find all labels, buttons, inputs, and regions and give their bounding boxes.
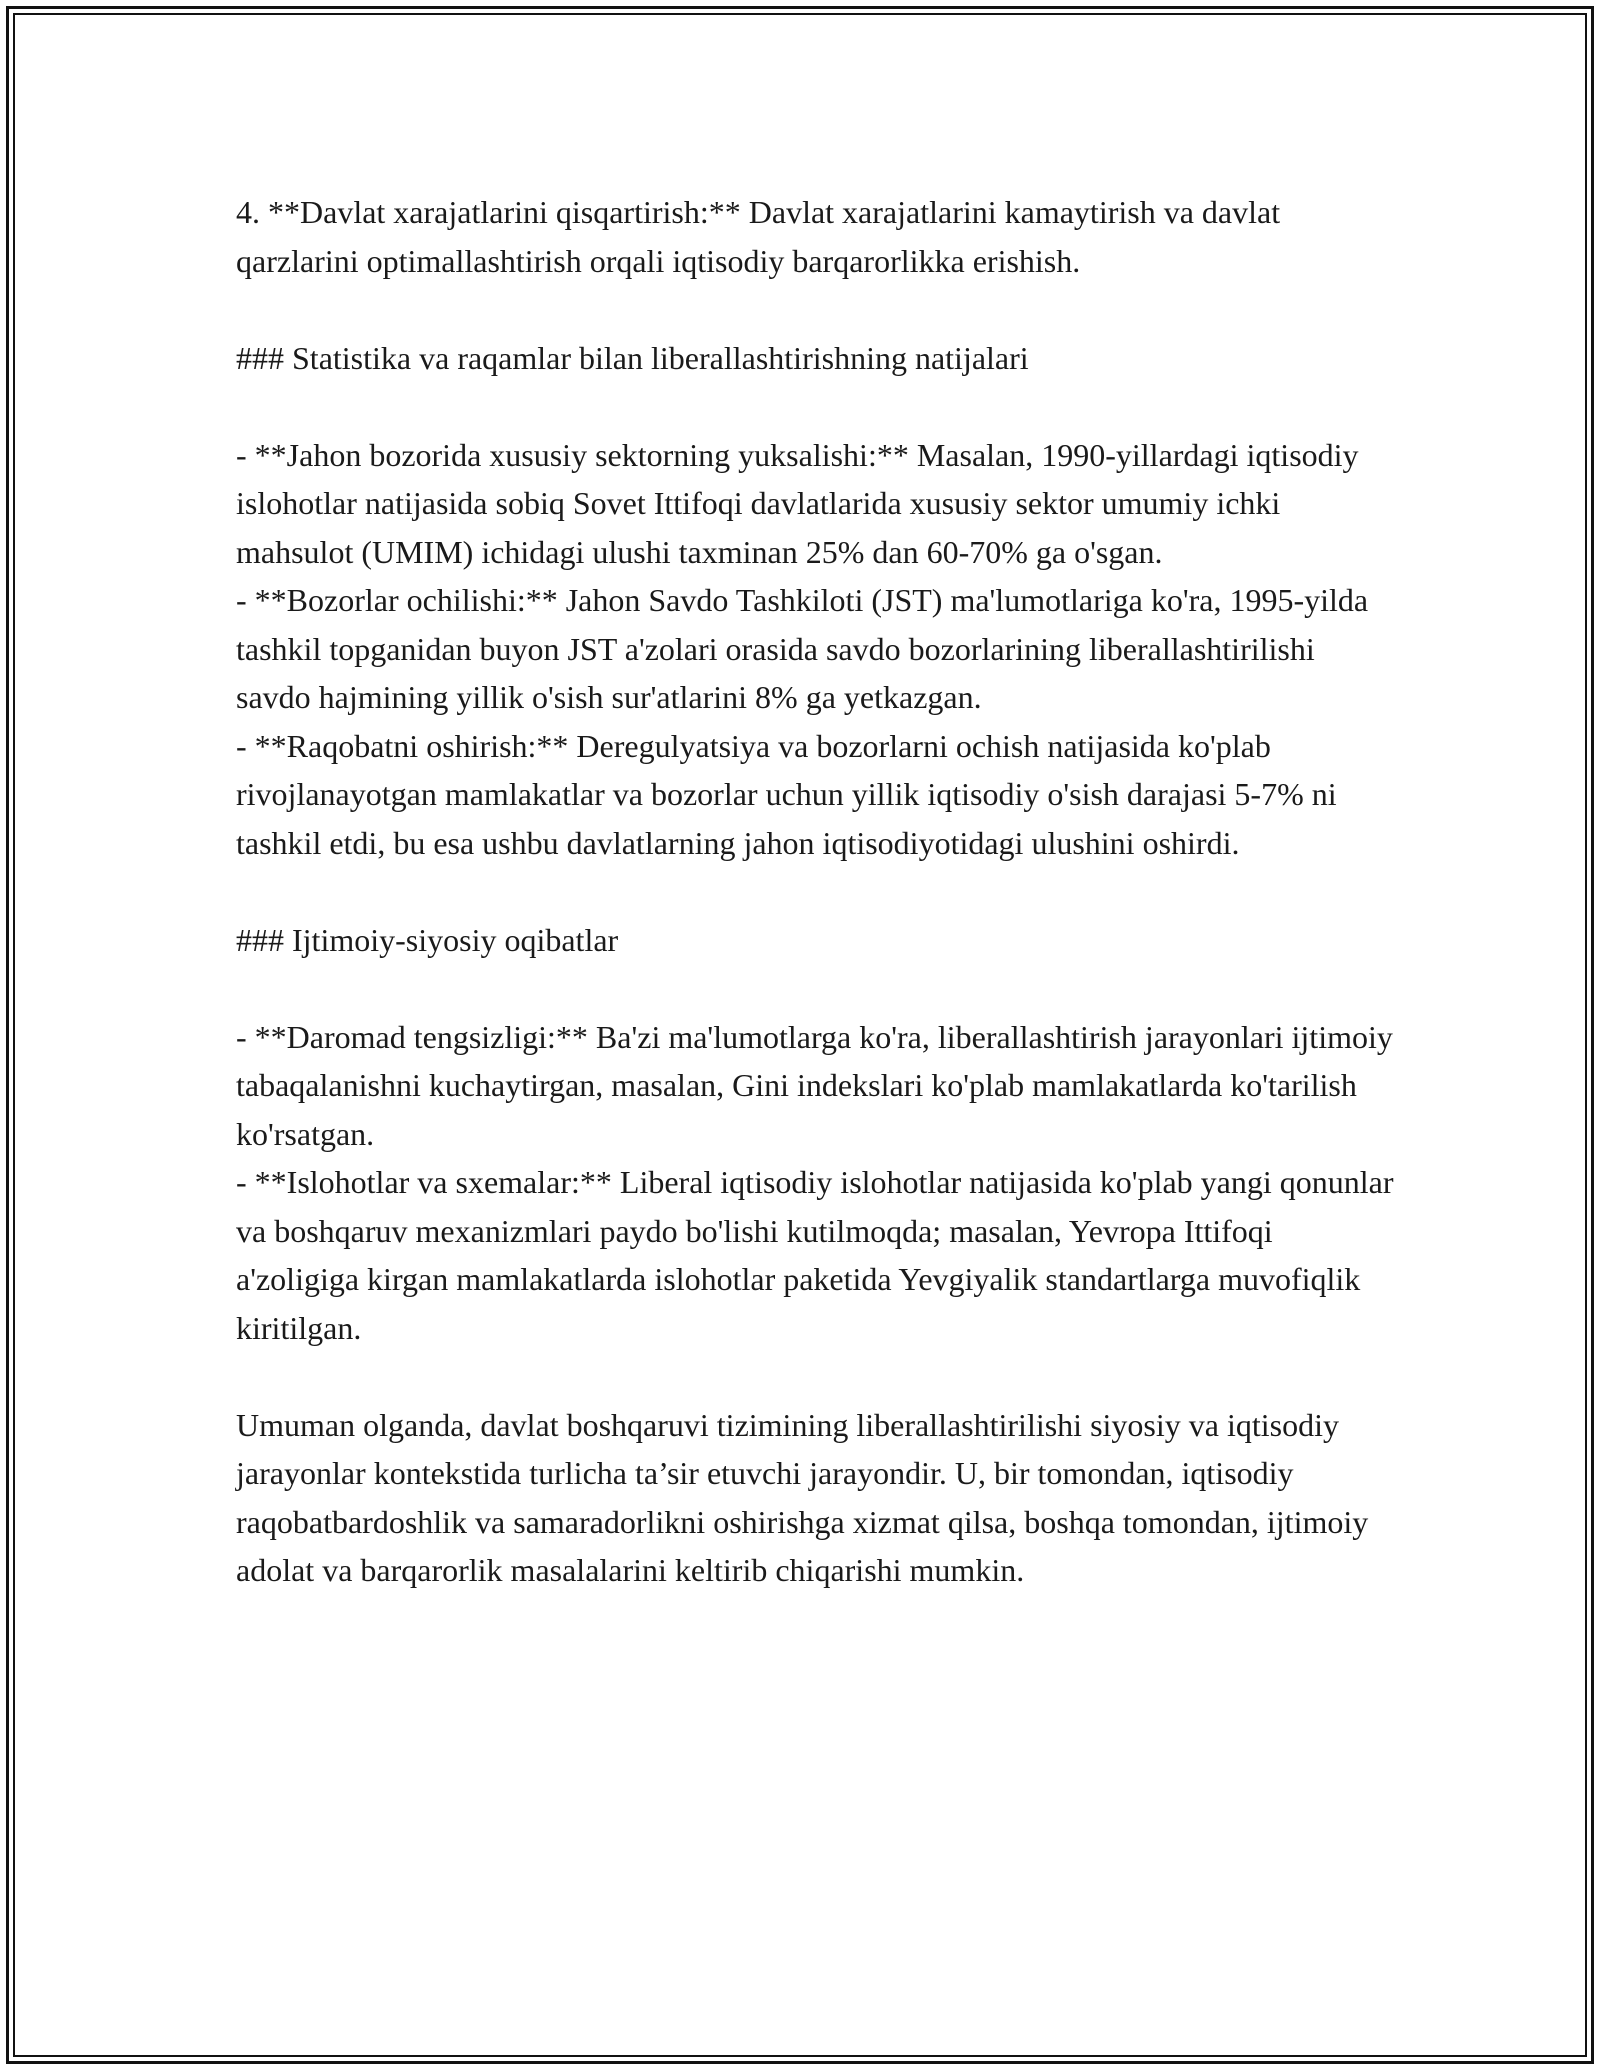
document-body	[236, 188, 1396, 1595]
numbered-item-4: 4. **Davlat xarajatlarini qisqartirish:** Davlat xarajatlarini kamaytirish va davlat qarzlarini optimallashtirish orqali iqtisodiy barqarorlikka erishish.	[236, 194, 1281, 279]
section-heading-social-political: ### Ijtimoiy-siyosiy oqibatlar	[236, 921, 619, 958]
bullet-competition: - **Raqobatni oshirish:** Deregulyatsiya va bozorlarni ochish natijasida ko'plab rivojlanayotgan mamlakatlar va bozorlar uchun yillik iqtisodiy o'sish darajasi 5-7% ni tashkil etdi, bu esa ushbu davlatlarning jahon iqtisodiyotidagi ulushini oshirdi.	[236, 727, 1337, 861]
section-heading-statistics: ### Statistika va raqamlar bilan liberallashtirishning natijalari	[236, 339, 1029, 376]
spacer	[236, 964, 1396, 1013]
conclusion-paragraph: Umuman olganda, davlat boshqaruvi tizimining liberallashtirilishi siyosiy va iqtisodiy jarayonlar kontekstida turlicha ta’sir etuvchi jarayondir. U, bir tomondan, iqtisodiy raqobatbardoshlik va samaradorlikni oshirishga xizmat qilsa, boshqa tomondan, ijtimoiy adolat va barqarorlik masalalarini keltirib chiqarishi mumkin.	[236, 1406, 1369, 1588]
spacer	[236, 382, 1396, 431]
bullet-income-inequality: - **Daromad tengsizligi:** Ba'zi ma'lumotlarga ko'ra, liberallashtirish jarayonlari ijtimoiy tabaqalanishni kuchaytirgan, masalan, Gini indekslari ko'plab mamlakatlarda ko'tarilish ko'rsatgan.	[236, 1018, 1393, 1152]
spacer	[236, 1352, 1396, 1401]
bullet-market-opening: - **Bozorlar ochilishi:** Jahon Savdo Tashkiloti (JST) ma'lumotlariga ko'ra, 1995-yilda tashkil topganidan buyon JST a'zolari orasida savdo bozorlarining liberallashtirilishi savdo hajmining yillik o'sish sur'atlarini 8% ga yetkazgan.	[236, 582, 1369, 715]
spacer	[236, 867, 1396, 916]
bullet-private-sector: - **Jahon bozorida xususiy sektorning yuksalishi:** Masalan, 1990-yillardagi iqtisodiy islohotlar natijasida sobiq Sovet Ittifoqi davlatlarida xususiy sektor umumiy ichki mahsulot (UMIM) ichidagi ulushi taxminan 25% dan 60-70% ga o'sgan.	[236, 436, 1359, 570]
bullet-reforms: - **Islohotlar va sxemalar:** Liberal iqtisodiy islohotlar natijasida ko'plab yangi qonunlar va boshqaruv mexanizmlari paydo bo'lishi kutilmoqda; masalan, Yevropa Ittifoqi a'zoligiga kirgan mamlakatlarda islohotlar paketida Yevgiyalik standartlarga muvofiqlik kiritilgan.	[236, 1164, 1394, 1346]
spacer	[236, 285, 1396, 334]
